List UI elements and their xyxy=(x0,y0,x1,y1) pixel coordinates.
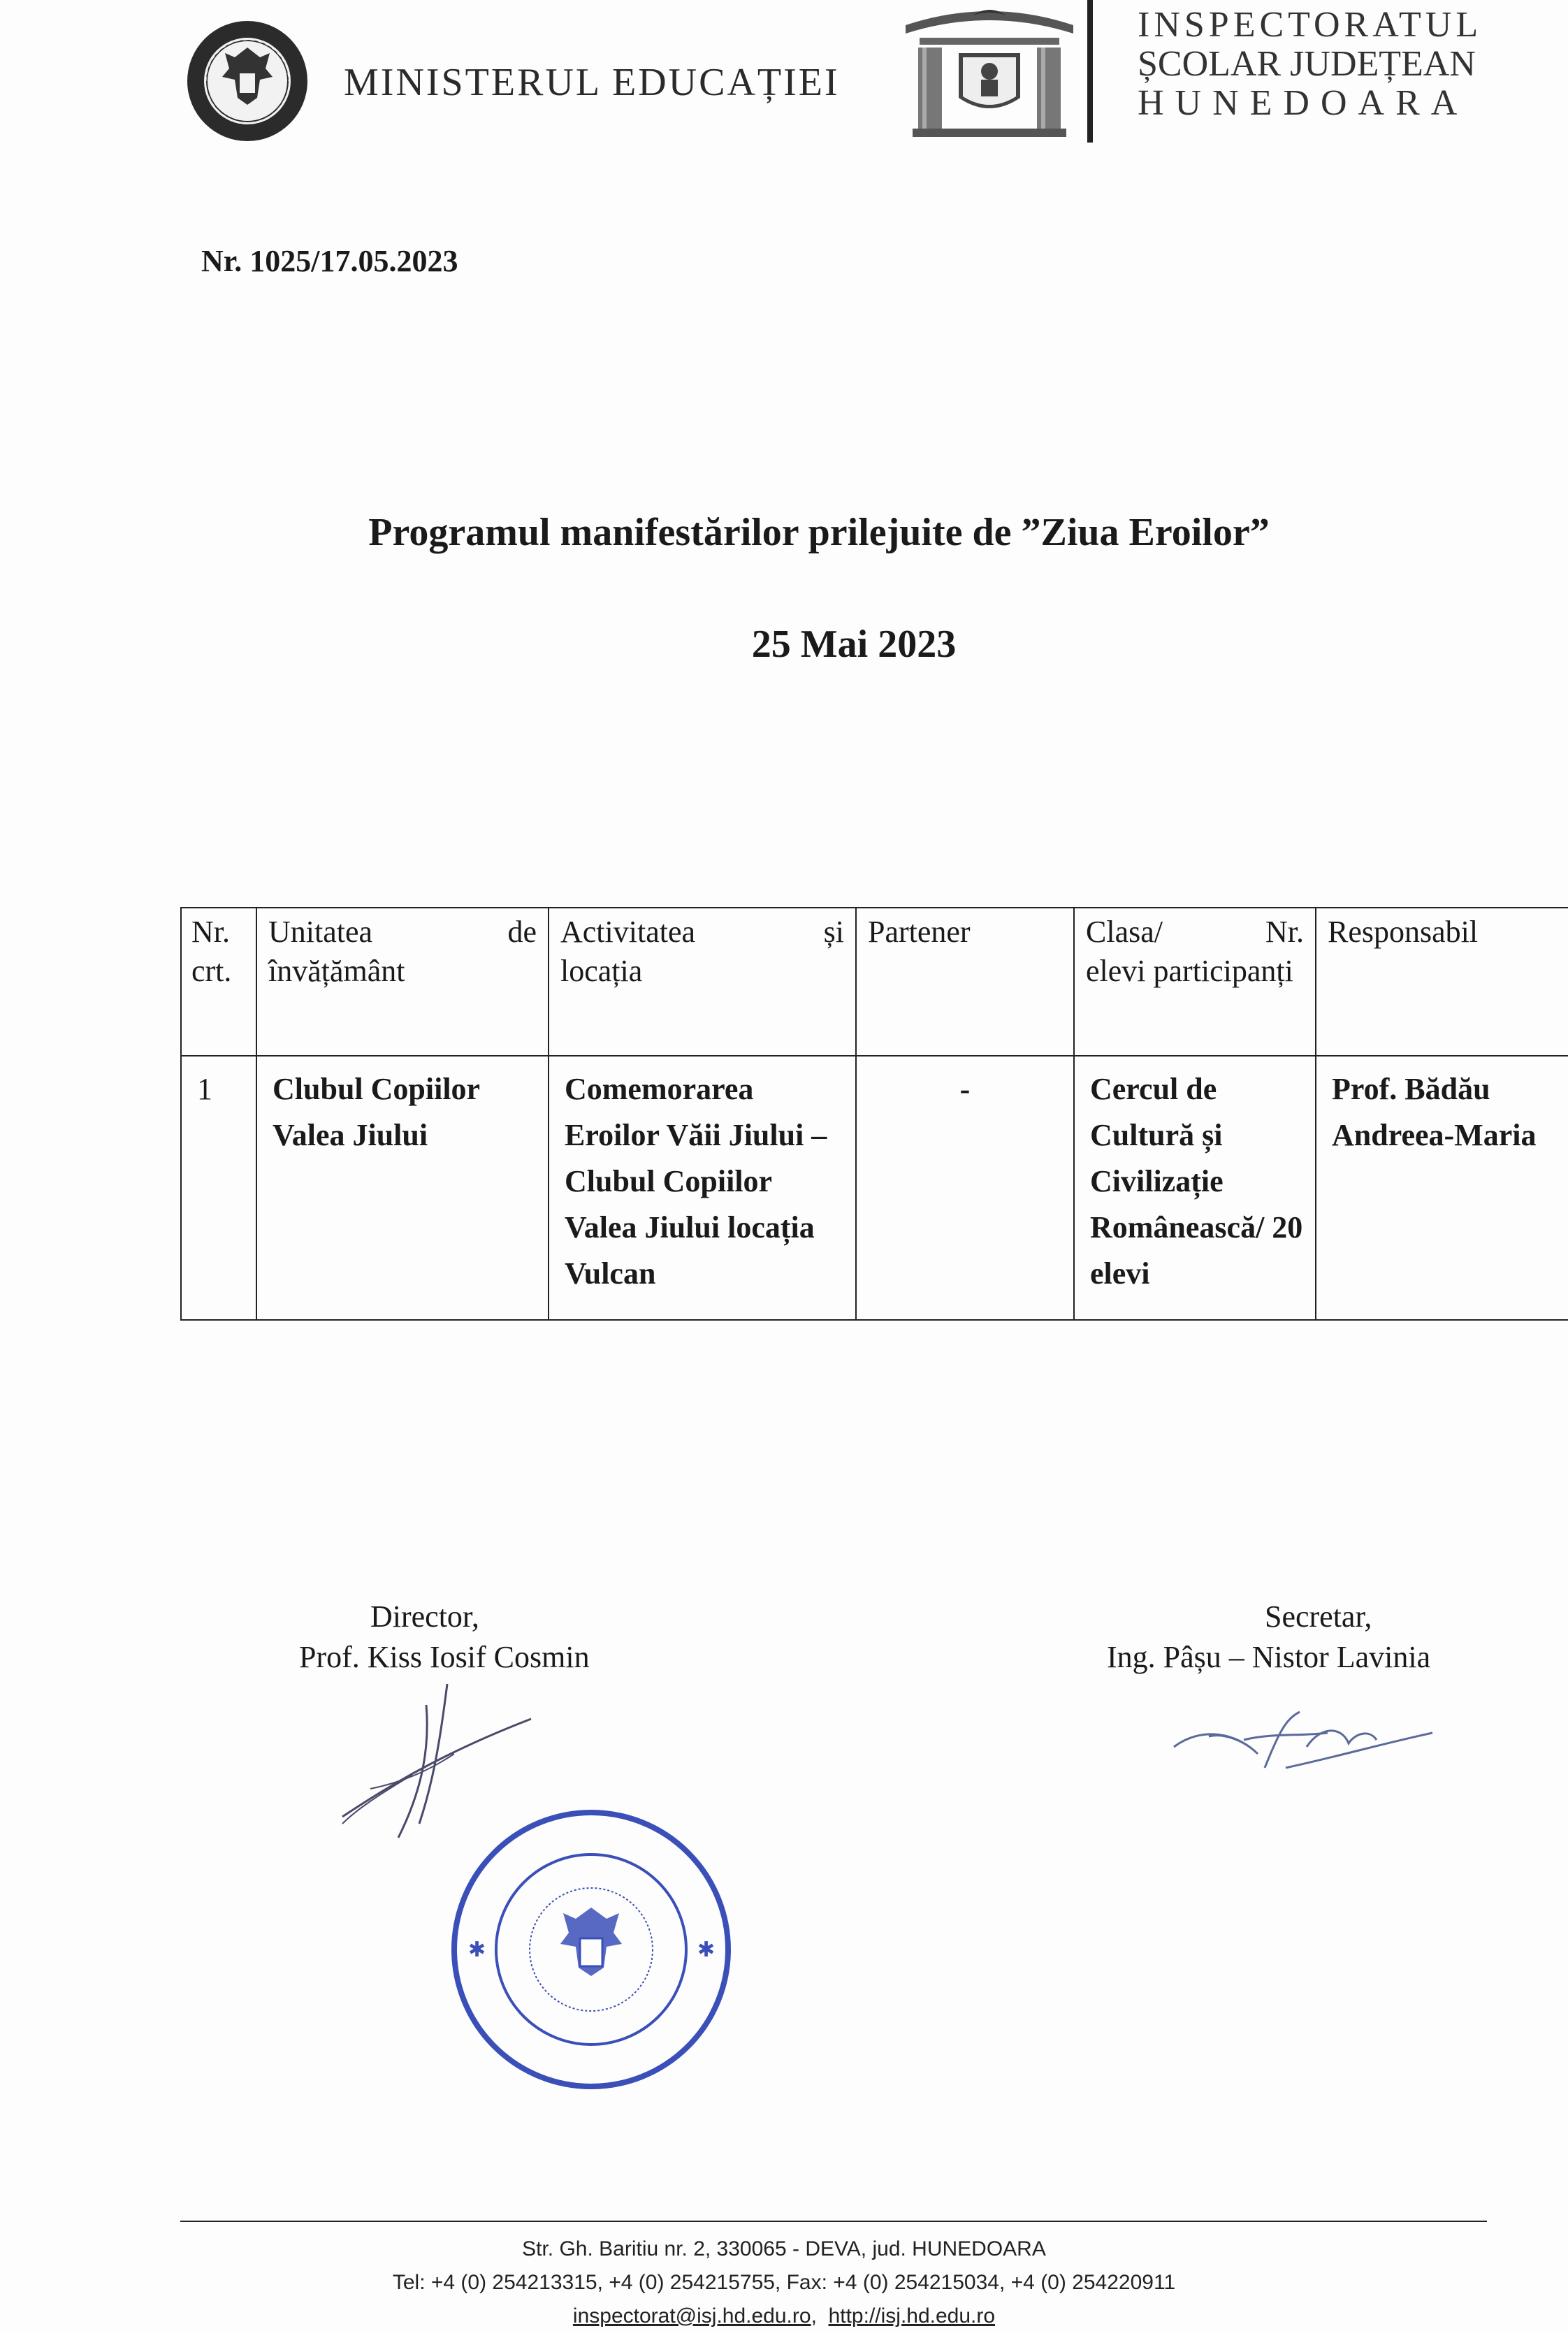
director-role: Director, xyxy=(370,1599,479,1634)
header-unitate-word1: Unitatea xyxy=(268,915,373,949)
secretary-role: Secretar, xyxy=(1265,1599,1372,1634)
header-nr-text: Nr. crt. xyxy=(191,915,232,988)
header-activitate-line1 xyxy=(560,913,844,952)
cell-nr: 1 xyxy=(181,1056,256,1320)
header-clasa-word1: Clasa/ xyxy=(1086,915,1163,949)
cell-partener: - xyxy=(856,1056,1074,1320)
header-clasa-line2: elevi participanți xyxy=(1086,954,1293,988)
header-activitate-word2: și xyxy=(823,915,844,949)
table-header-row xyxy=(181,908,1568,1056)
cell-clasa: Cercul de Cultură și Civilizație Românească/ 20 elevi xyxy=(1074,1056,1316,1320)
secretary-signature-icon xyxy=(1160,1705,1439,1789)
document-title-wrapper xyxy=(0,510,1568,555)
header-activitate-word1: Activitatea xyxy=(560,915,696,949)
cell-activitate: Comemorarea Eroilor Văii Jiului – Clubul Copiilor Valea Jiului locația Vulcan xyxy=(549,1056,856,1320)
isj-title-line-2: ȘCOLAR JUDEȚEAN xyxy=(1138,44,1476,84)
footer-website-link[interactable]: http://isj.hd.edu.ro xyxy=(828,2304,996,2328)
svg-text:✱: ✱ xyxy=(468,1938,486,1961)
isj-title-line-1: INSPECTORATUL xyxy=(1138,5,1483,45)
isj-building-logo xyxy=(906,1,1073,138)
director-name: Prof. Kiss Iosif Cosmin xyxy=(299,1640,590,1674)
header-partener xyxy=(856,908,1074,1056)
footer-email-link[interactable]: inspectorat@isj.hd.edu.ro xyxy=(572,2304,811,2328)
header-unitate-word2: de xyxy=(507,915,537,949)
header-nr xyxy=(181,908,256,1056)
cell-responsabil: Prof. Bădău Andreea-Maria xyxy=(1316,1056,1568,1320)
document-number: Nr. 1025/17.05.2023 xyxy=(201,244,458,278)
header-unitate-line1 xyxy=(268,913,537,952)
header-unitate-line2: învățământ xyxy=(268,954,405,988)
table-row xyxy=(181,1056,1568,1320)
isj-title-line-3: HUNEDOARA xyxy=(1138,83,1469,123)
header-clasa-word2: Nr. xyxy=(1265,915,1304,949)
header-partener-text: Partener xyxy=(868,915,971,949)
header-activitate xyxy=(549,908,856,1056)
footer-separator: , xyxy=(811,2304,817,2328)
header-divider xyxy=(1087,0,1093,143)
header-responsabil-text: Responsabil xyxy=(1328,915,1479,949)
footer-web xyxy=(0,2304,1568,2328)
footer-rule xyxy=(180,2221,1487,2222)
document-date: 25 Mai 2023 xyxy=(751,623,957,666)
header-responsabil xyxy=(1316,908,1568,1056)
ministry-title: MINISTERUL EDUCAȚIEI xyxy=(344,61,840,104)
school-stamp xyxy=(444,1803,738,2096)
header-unitate xyxy=(256,908,549,1056)
header-activitate-line2: locația xyxy=(560,954,643,988)
document-date-wrapper xyxy=(0,622,1568,667)
header-clasa-line1 xyxy=(1086,913,1304,952)
footer-phones: Tel: +4 (0) 254213315, +4 (0) 254215755, Fax: +4 (0) 254215034, +4 (0) 254220911 xyxy=(392,2271,1176,2294)
footer-address: Str. Gh. Baritiu nr. 2, 330065 - DEVA, jud. HUNEDOARA xyxy=(522,2237,1046,2260)
government-emblem-logo xyxy=(184,18,310,144)
program-table xyxy=(180,907,1568,1321)
svg-text:✱: ✱ xyxy=(697,1938,716,1961)
header-clasa xyxy=(1074,908,1316,1056)
cell-unitate: Clubul Copiilor Valea Jiului xyxy=(256,1056,549,1320)
secretary-name: Ing. Pâșu – Nistor Lavinia xyxy=(1107,1640,1431,1674)
document-title: Programul manifestărilor prilejuite de ”Ziua Eroilor” xyxy=(368,511,1270,554)
